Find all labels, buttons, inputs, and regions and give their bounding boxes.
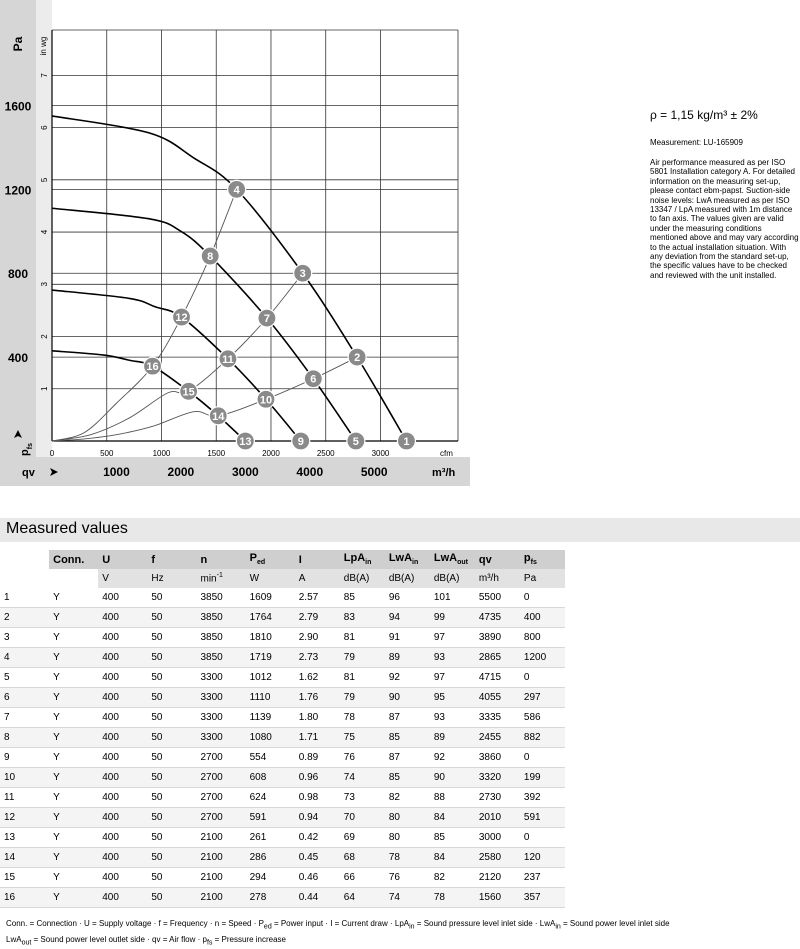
table-cell: 74 (340, 768, 385, 788)
x-tick-label-cfm: 500 (100, 449, 114, 458)
table-cell: 400 (98, 708, 147, 728)
table-cell: 90 (385, 688, 430, 708)
table-cell: 50 (147, 608, 196, 628)
table-cell: 8 (0, 728, 49, 748)
table-cell: Y (49, 588, 98, 608)
operating-point-label: 6 (310, 373, 317, 386)
table-cell: 400 (98, 668, 147, 688)
table-cell: 400 (98, 888, 147, 908)
fan-curve (52, 116, 406, 441)
operating-point-label: 2 (354, 352, 361, 365)
header-pfs: $p_{fs}$ (520, 550, 565, 569)
table-cell: 92 (385, 668, 430, 688)
table-cell: Y (49, 828, 98, 848)
x-unit-m3h: m³/h (432, 467, 456, 479)
header-index (0, 550, 49, 569)
table-cell: 2120 (475, 868, 520, 888)
operating-point-label: 4 (233, 184, 240, 197)
unit-qv: m³/h (475, 569, 520, 588)
legend-line-2: LwA$_{out}$ = Sound power level outlet side · qv = Air flow · $p_{fs}$ = Pressure increase (6, 934, 286, 947)
table-cell: 2.57 (295, 588, 340, 608)
table-row (0, 608, 565, 628)
table-cell: 68 (340, 848, 385, 868)
table-cell: 50 (147, 648, 196, 668)
measurement-id: Measurement: LU-165909 (650, 138, 743, 147)
table-row (0, 668, 565, 688)
table-cell: 1560 (475, 888, 520, 908)
table-cell: 0 (520, 748, 565, 768)
table-cell: 3300 (197, 708, 246, 728)
operating-point-label: 12 (175, 312, 188, 325)
operating-point-label: 9 (297, 436, 304, 448)
x-tick-label-m3h: 2000 (167, 465, 195, 479)
table-cell: 0.46 (295, 868, 340, 888)
table-row (0, 768, 565, 788)
table-cell: Y (49, 708, 98, 728)
table-cell: 11 (0, 788, 49, 808)
table-cell: 80 (385, 828, 430, 848)
table-cell: 3320 (475, 768, 520, 788)
table-cell: 591 (246, 808, 295, 828)
table-cell: 50 (147, 868, 196, 888)
table-cell: Y (49, 888, 98, 908)
table-cell: 2580 (475, 848, 520, 868)
table-cell: 50 (147, 728, 196, 748)
unit-f: Hz (147, 569, 196, 588)
table-cell: 87 (385, 708, 430, 728)
table-cell: 81 (340, 668, 385, 688)
operating-point-label: 5 (352, 436, 359, 448)
table-cell: 70 (340, 808, 385, 828)
operating-point-label: 13 (239, 436, 252, 448)
table-cell: 85 (385, 728, 430, 748)
table-cell: 400 (98, 808, 147, 828)
table-cell: 50 (147, 768, 196, 788)
table-cell: 50 (147, 788, 196, 808)
unit-u: V (98, 569, 147, 588)
table-cell: 50 (147, 668, 196, 688)
table-cell: 2100 (197, 828, 246, 848)
y-tick-label-pa: 1200 (4, 183, 32, 198)
table-cell: 85 (340, 588, 385, 608)
header-lwa-out: LwA$_{out}$ (430, 550, 475, 569)
y-tick-label-inwg: 1 (40, 386, 49, 391)
table-cell: 92 (430, 748, 475, 768)
table-cell: 3850 (197, 588, 246, 608)
header-qv: qv (475, 550, 520, 569)
header-u: U (98, 550, 147, 569)
table-cell: 73 (340, 788, 385, 808)
table-cell: 2700 (197, 768, 246, 788)
x-tick-label-cfm: 1500 (207, 449, 226, 458)
table-cell: 400 (98, 868, 147, 888)
table-cell: Y (49, 848, 98, 868)
x-tick-label-m3h: 5000 (360, 465, 388, 479)
header-lpa: LpA$_{in}$ (340, 550, 385, 569)
y-tick-label-inwg: 2 (40, 334, 49, 339)
table-cell: 0 (520, 668, 565, 688)
y-tick-label-pa: 400 (7, 351, 29, 366)
table-cell: 50 (147, 588, 196, 608)
table-row (0, 808, 565, 828)
table-cell: 3000 (475, 828, 520, 848)
table-cell: 2 (0, 608, 49, 628)
table-cell: 13 (0, 828, 49, 848)
operating-point-label: 11 (222, 353, 234, 366)
table-cell: 78 (385, 848, 430, 868)
table-cell: 0.44 (295, 888, 340, 908)
y-unit-inwg: in wg (39, 36, 48, 56)
x-tick-label-cfm: 1000 (152, 449, 171, 458)
table-cell: 400 (98, 848, 147, 868)
unit-lwa-out: dB(A) (430, 569, 475, 588)
table-cell: 2100 (197, 848, 246, 868)
table-cell: 1.80 (295, 708, 340, 728)
table-cell: 586 (520, 708, 565, 728)
table-cell: Y (49, 668, 98, 688)
table-cell: 2700 (197, 748, 246, 768)
table-cell: 4055 (475, 688, 520, 708)
table-cell: 85 (430, 828, 475, 848)
table-cell: 89 (385, 648, 430, 668)
table-cell: Y (49, 728, 98, 748)
table-cell: 12 (0, 808, 49, 828)
table-cell: 50 (147, 888, 196, 908)
table-cell: 400 (98, 788, 147, 808)
table-cell: 0.96 (295, 768, 340, 788)
table-cell: 1.71 (295, 728, 340, 748)
x-tick-label-cfm: 0 (49, 449, 55, 458)
table-cell: 50 (147, 748, 196, 768)
y-unit-pa: Pa (11, 36, 25, 52)
table-cell: 90 (430, 768, 475, 788)
table-row (0, 748, 565, 768)
table-cell: 9 (0, 748, 49, 768)
table-cell: 2100 (197, 868, 246, 888)
y-tick-label-inwg: 3 (40, 282, 49, 287)
operating-point-label: 15 (182, 386, 195, 399)
table-cell: Y (49, 868, 98, 888)
abbreviation-legend (6, 918, 796, 949)
table-cell: Y (49, 628, 98, 648)
table-cell: 3300 (197, 668, 246, 688)
y-tick-label-pa: 1600 (4, 99, 32, 114)
table-cell: 2455 (475, 728, 520, 748)
operating-point-label: 7 (263, 313, 270, 326)
table-cell: 554 (246, 748, 295, 768)
table-cell: 624 (246, 788, 295, 808)
table-cell: 85 (385, 768, 430, 788)
table-cell: 400 (98, 748, 147, 768)
table-cell: 3300 (197, 728, 246, 748)
header-n: n (197, 550, 246, 569)
table-row (0, 788, 565, 808)
table-cell: 400 (98, 648, 147, 668)
table-cell: 14 (0, 848, 49, 868)
table-body (0, 588, 565, 908)
table-cell: 84 (430, 848, 475, 868)
table-cell: 400 (520, 608, 565, 628)
table-cell: 78 (430, 888, 475, 908)
table-cell: 69 (340, 828, 385, 848)
unit-n: $\min^{-1}$ (197, 569, 246, 588)
section-title: Measured values (6, 520, 128, 537)
table-cell: Y (49, 808, 98, 828)
table-cell: 278 (246, 888, 295, 908)
table-cell: 75 (340, 728, 385, 748)
chart-canvas (0, 0, 470, 486)
table-cell: 91 (385, 628, 430, 648)
y-tick-label-pa: 800 (7, 267, 29, 282)
unit-lwa-in: dB(A) (385, 569, 430, 588)
header-i: I (295, 550, 340, 569)
table-cell: 50 (147, 708, 196, 728)
table-cell: 93 (430, 708, 475, 728)
table-cell: 3335 (475, 708, 520, 728)
x-tick-label-cfm: 2000 (262, 449, 280, 458)
table-cell: 79 (340, 688, 385, 708)
table-cell: 96 (385, 588, 430, 608)
x-label-qv: qv (22, 467, 35, 479)
operating-point-label: 10 (259, 394, 273, 407)
table-cell: 1110 (246, 688, 295, 708)
fan-curve (52, 208, 356, 441)
table-cell: 392 (520, 788, 565, 808)
unit-i: A (295, 569, 340, 588)
table-cell: 400 (98, 608, 147, 628)
table-cell: 400 (98, 828, 147, 848)
header-ped: $P_{ed}$ (246, 550, 295, 569)
table-row (0, 828, 565, 848)
table-cell: 50 (147, 688, 196, 708)
table-cell: 3850 (197, 608, 246, 628)
x-tick-label-cfm: 2500 (316, 449, 335, 458)
table-cell: 0.45 (295, 848, 340, 868)
table-cell: 7 (0, 708, 49, 728)
table-cell: 2010 (475, 808, 520, 828)
table-cell: 82 (430, 868, 475, 888)
unit-lpa: dB(A) (340, 569, 385, 588)
x-unit-cfm: cfm (440, 449, 453, 458)
table-cell: 82 (385, 788, 430, 808)
table-cell: 78 (340, 708, 385, 728)
table-cell: 16 (0, 888, 49, 908)
header-lwa-in: LwA$_{in}$ (385, 550, 430, 569)
table-cell: 2700 (197, 788, 246, 808)
table-cell: 1.62 (295, 668, 340, 688)
table-cell: 93 (430, 648, 475, 668)
y-tick-label-inwg: 7 (40, 73, 49, 78)
table-cell: 3850 (197, 628, 246, 648)
table-cell: 1719 (246, 648, 295, 668)
table-cell: 3 (0, 628, 49, 648)
table-row (0, 848, 565, 868)
header-f: f (147, 550, 196, 569)
x-tick-label-m3h: 4000 (296, 465, 324, 479)
operating-point-label: 3 (299, 268, 306, 281)
table-cell: 3300 (197, 688, 246, 708)
table-cell: 2865 (475, 648, 520, 668)
table-cell: 81 (340, 628, 385, 648)
table-cell: 1810 (246, 628, 295, 648)
table-cell: 2700 (197, 808, 246, 828)
table-cell: 50 (147, 828, 196, 848)
table-cell: 1080 (246, 728, 295, 748)
table-cell: 400 (98, 728, 147, 748)
table-cell: 2.79 (295, 608, 340, 628)
legend-line-1: Conn. = Connection · U = Supply voltage · f = Frequency · n = Speed · $P_{ed}$ = Power input · I = Current draw · LpA$_{in}$ = Sound pressure level inlet side · LwA$_{in}$ = Sound power level inlet side (6, 919, 670, 931)
x-tick-label-m3h: 1000 (103, 465, 130, 479)
table-cell: 79 (340, 648, 385, 668)
operating-point-label: 8 (207, 251, 214, 264)
table-cell: 2.73 (295, 648, 340, 668)
table-cell: 357 (520, 888, 565, 908)
table-cell: 4715 (475, 668, 520, 688)
measured-values-table (0, 550, 565, 908)
table-cell: Y (49, 768, 98, 788)
table-cell: 2.90 (295, 628, 340, 648)
table-cell: 1012 (246, 668, 295, 688)
header-conn: Conn. (49, 550, 98, 569)
table-cell: 76 (385, 868, 430, 888)
table-cell: Y (49, 748, 98, 768)
table-cell: 87 (385, 748, 430, 768)
y-tick-label-inwg: 4 (40, 229, 49, 235)
table-cell: 76 (340, 748, 385, 768)
table-row (0, 888, 565, 908)
x-tick-label-m3h: 3000 (231, 465, 259, 479)
y-label-pfs: $p_{fs}$ (19, 443, 34, 456)
table-cell: 882 (520, 728, 565, 748)
table-cell: 608 (246, 768, 295, 788)
x-tick-label-cfm: 3000 (371, 449, 390, 458)
table-cell: 400 (98, 768, 147, 788)
table-cell: Y (49, 648, 98, 668)
table-cell: 1.76 (295, 688, 340, 708)
table-cell: 261 (246, 828, 295, 848)
table-cell: 0 (520, 828, 565, 848)
table-row (0, 628, 565, 648)
table-cell: 66 (340, 868, 385, 888)
table-cell: 1 (0, 588, 49, 608)
table-cell: 0.94 (295, 808, 340, 828)
table-cell: 3850 (197, 648, 246, 668)
table-cell: 400 (98, 628, 147, 648)
table-cell: 800 (520, 628, 565, 648)
table-cell: Y (49, 608, 98, 628)
table-cell: 400 (98, 588, 147, 608)
measurement-conditions-note: Air performance measured as per ISO 5801 Installation category A. For detailed information on the measuring set-up, please contact ebm-papst. Suction-side noise levels: LwA measured as per ISO 13347 / LpA measured with 1m distance to fan axis. The values given are valid under the measuring conditions mentioned above and may vary according to the actual installation situation. With any deviation from the standard set-up, the specific values have to be checked and reviewed with the unit installed. (650, 158, 799, 280)
table-cell: 237 (520, 868, 565, 888)
table-cell: 99 (430, 608, 475, 628)
table-cell: 294 (246, 868, 295, 888)
table-cell: 4 (0, 648, 49, 668)
table-cell: 50 (147, 848, 196, 868)
table-cell: 50 (147, 808, 196, 828)
left-axis-band (0, 0, 36, 486)
table-cell: 297 (520, 688, 565, 708)
table-cell: 1139 (246, 708, 295, 728)
operating-point-label: 16 (146, 361, 159, 374)
table-cell: 88 (430, 788, 475, 808)
table-cell: 5500 (475, 588, 520, 608)
unit-ped: W (246, 569, 295, 588)
table-cell: 591 (520, 808, 565, 828)
air-density-note: ρ = 1,15 kg/m³ ± 2% (650, 108, 758, 122)
table-cell: 6 (0, 688, 49, 708)
table-cell: 0.89 (295, 748, 340, 768)
table-cell: 4735 (475, 608, 520, 628)
measured-values-header (0, 518, 800, 542)
table-cell: 10 (0, 768, 49, 788)
table-row (0, 728, 565, 748)
table-cell: 101 (430, 588, 475, 608)
table-cell: 50 (147, 628, 196, 648)
table-cell: 5 (0, 668, 49, 688)
table-cell: 199 (520, 768, 565, 788)
y-tick-label-inwg: 5 (40, 177, 49, 183)
unit-pfs: Pa (520, 569, 565, 588)
operating-point-label: 14 (212, 410, 225, 423)
operating-point-label: 1 (403, 436, 410, 448)
fan-performance-chart (0, 0, 470, 486)
table-cell: 400 (98, 688, 147, 708)
table-header-row (0, 550, 565, 569)
table-cell: Y (49, 788, 98, 808)
table-cell: Y (49, 688, 98, 708)
table-cell: 2730 (475, 788, 520, 808)
table-cell: 1609 (246, 588, 295, 608)
table-cell: 94 (385, 608, 430, 628)
table-cell: 97 (430, 668, 475, 688)
system-curve (52, 189, 237, 441)
table-row (0, 588, 565, 608)
table-row (0, 648, 565, 668)
table-cell: 95 (430, 688, 475, 708)
table-unit-row (0, 569, 565, 588)
y-tick-label-inwg: 6 (40, 125, 49, 130)
table-cell: 89 (430, 728, 475, 748)
table-cell: 2100 (197, 888, 246, 908)
table-cell: 74 (385, 888, 430, 908)
table-cell: 0.42 (295, 828, 340, 848)
table-row (0, 868, 565, 888)
table-cell: 1200 (520, 648, 565, 668)
table-cell: 286 (246, 848, 295, 868)
table-cell: 0 (520, 588, 565, 608)
table-cell: 64 (340, 888, 385, 908)
table-cell: 97 (430, 628, 475, 648)
table-cell: 3890 (475, 628, 520, 648)
table-cell: 0.98 (295, 788, 340, 808)
table-cell: 1764 (246, 608, 295, 628)
table-cell: 83 (340, 608, 385, 628)
table-cell: 80 (385, 808, 430, 828)
table-row (0, 688, 565, 708)
table-row (0, 708, 565, 728)
table-cell: 15 (0, 868, 49, 888)
table-cell: 3860 (475, 748, 520, 768)
table-cell: 120 (520, 848, 565, 868)
table-cell: 84 (430, 808, 475, 828)
